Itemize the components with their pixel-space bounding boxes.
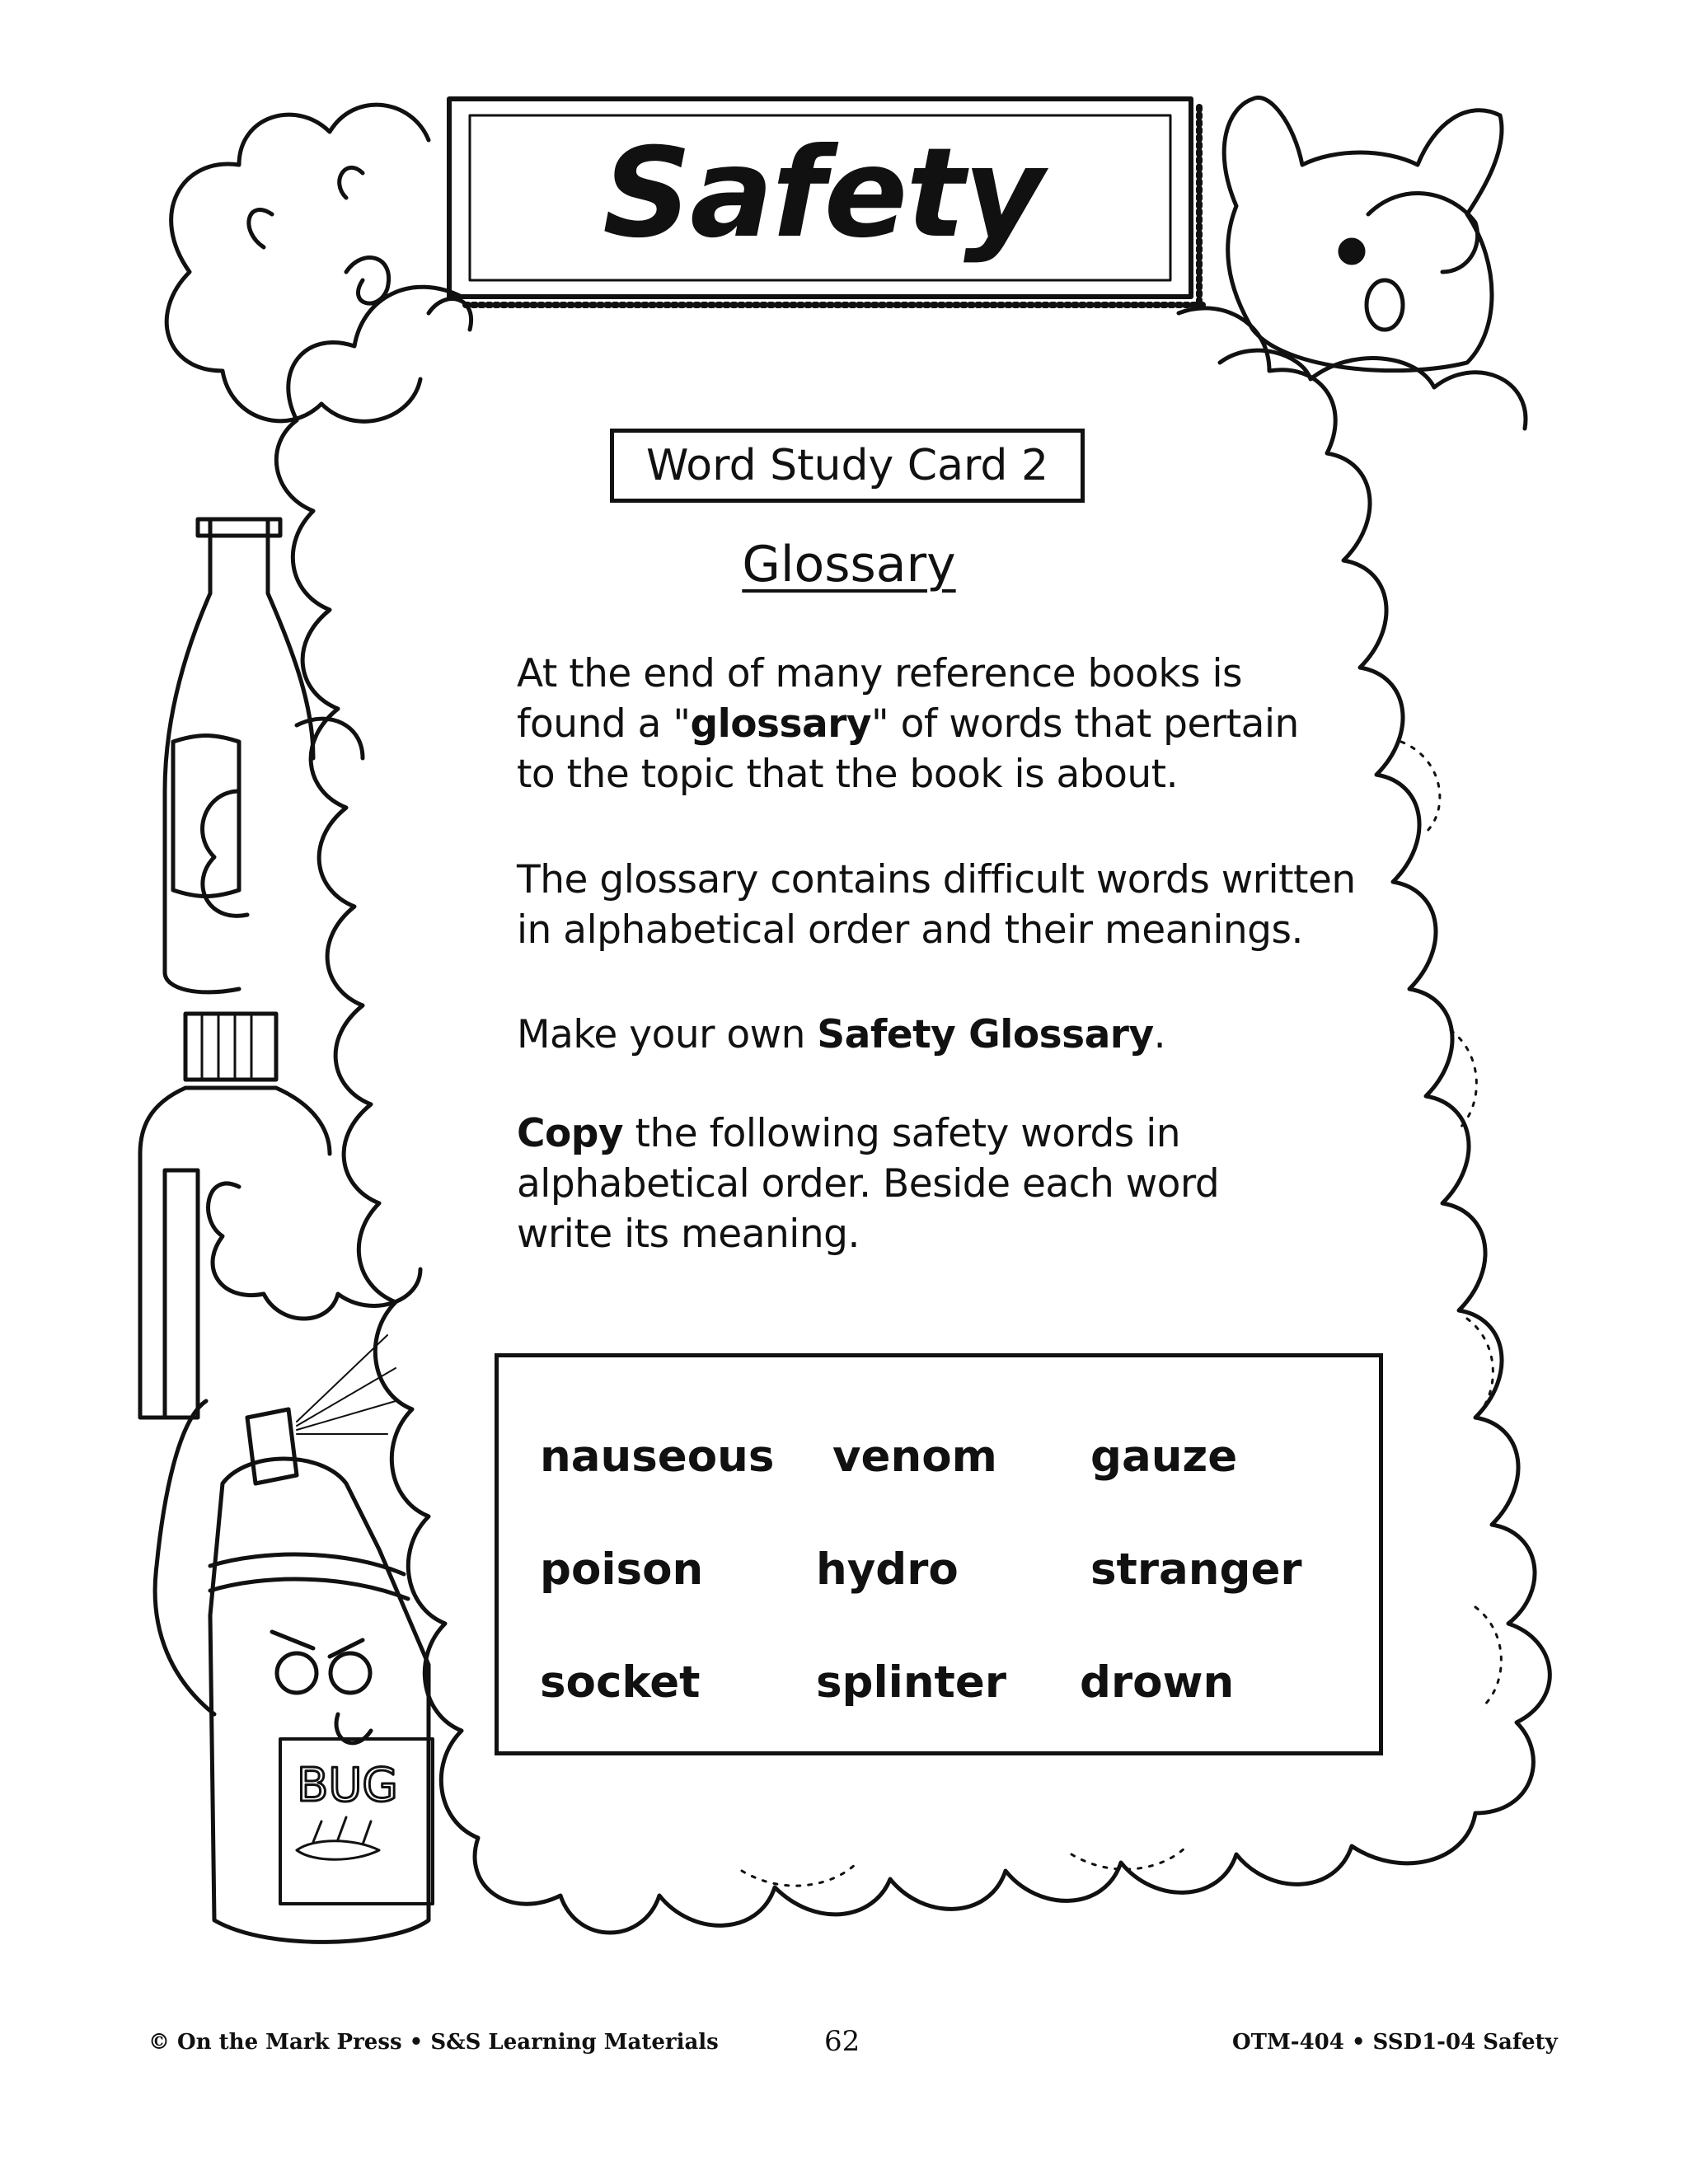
section-heading: Glossary <box>742 536 956 593</box>
angry-eye-left <box>277 1653 316 1693</box>
glossary-word: drown <box>1080 1657 1235 1708</box>
page-title: Safety <box>603 122 1043 265</box>
glossary-word: splinter <box>816 1657 1006 1708</box>
bold-term: Safety Glossary <box>817 1012 1154 1057</box>
word-box <box>495 1353 1383 1755</box>
spray-can <box>210 1459 429 1942</box>
angry-eye-right <box>331 1653 370 1693</box>
bold-term: Copy <box>517 1111 624 1156</box>
glossary-word: socket <box>540 1657 701 1708</box>
card-label: Word Study Card 2 <box>610 429 1085 503</box>
footer-copyright: © On the Mark Press • S&S Learning Materials <box>148 2030 719 2055</box>
pig-mouth <box>1367 280 1403 330</box>
text-line: in alphabetical order and their meanings. <box>517 907 1303 953</box>
paragraph-definition <box>517 855 1423 955</box>
text-line: to the topic that the book is about. <box>517 752 1179 797</box>
spray-can-stripes <box>210 1554 408 1599</box>
glossary-word: nauseous <box>540 1432 775 1482</box>
glossary-word: poison <box>540 1544 704 1595</box>
text-line: The glossary contains difficult words written <box>517 857 1356 902</box>
footer-catalog: OTM-404 • SSD1-04 Safety <box>1232 2030 1558 2055</box>
spray-can-arm <box>155 1401 214 1714</box>
glossary-word: gauze <box>1090 1432 1238 1482</box>
text-line: Make your own Safety Glossary. <box>517 1012 1166 1057</box>
pig-cloud <box>1220 350 1526 429</box>
bug-label-text: BUG <box>297 1759 398 1812</box>
glossary-word: hydro <box>816 1544 959 1595</box>
page-number: 62 <box>824 2025 860 2058</box>
glossary-word: venom <box>832 1432 997 1482</box>
text-line: found a "glossary" of words that pertain <box>517 701 1299 747</box>
text-line: At the end of many reference books is <box>517 651 1243 696</box>
paragraph-intro <box>517 649 1423 799</box>
paragraph-instruction <box>517 1010 1423 1060</box>
steam-cloud <box>166 105 429 421</box>
text-line: write its meaning. <box>517 1212 860 1257</box>
pig-eye <box>1340 240 1363 263</box>
spray-nozzle <box>247 1409 297 1483</box>
dead-bug-icon <box>297 1817 379 1859</box>
text-line: alphabetical order. Beside each word <box>517 1161 1220 1207</box>
paragraph-task <box>517 1108 1423 1259</box>
jug-label <box>165 1170 198 1418</box>
bold-term: glossary <box>690 701 872 747</box>
pig-hand <box>1368 194 1478 272</box>
pig-head <box>1224 97 1502 370</box>
glossary-word: stranger <box>1090 1544 1302 1595</box>
text-line: Copy the following safety words in <box>517 1111 1181 1156</box>
spray-mist <box>297 1335 396 1434</box>
title-banner <box>452 99 1193 297</box>
